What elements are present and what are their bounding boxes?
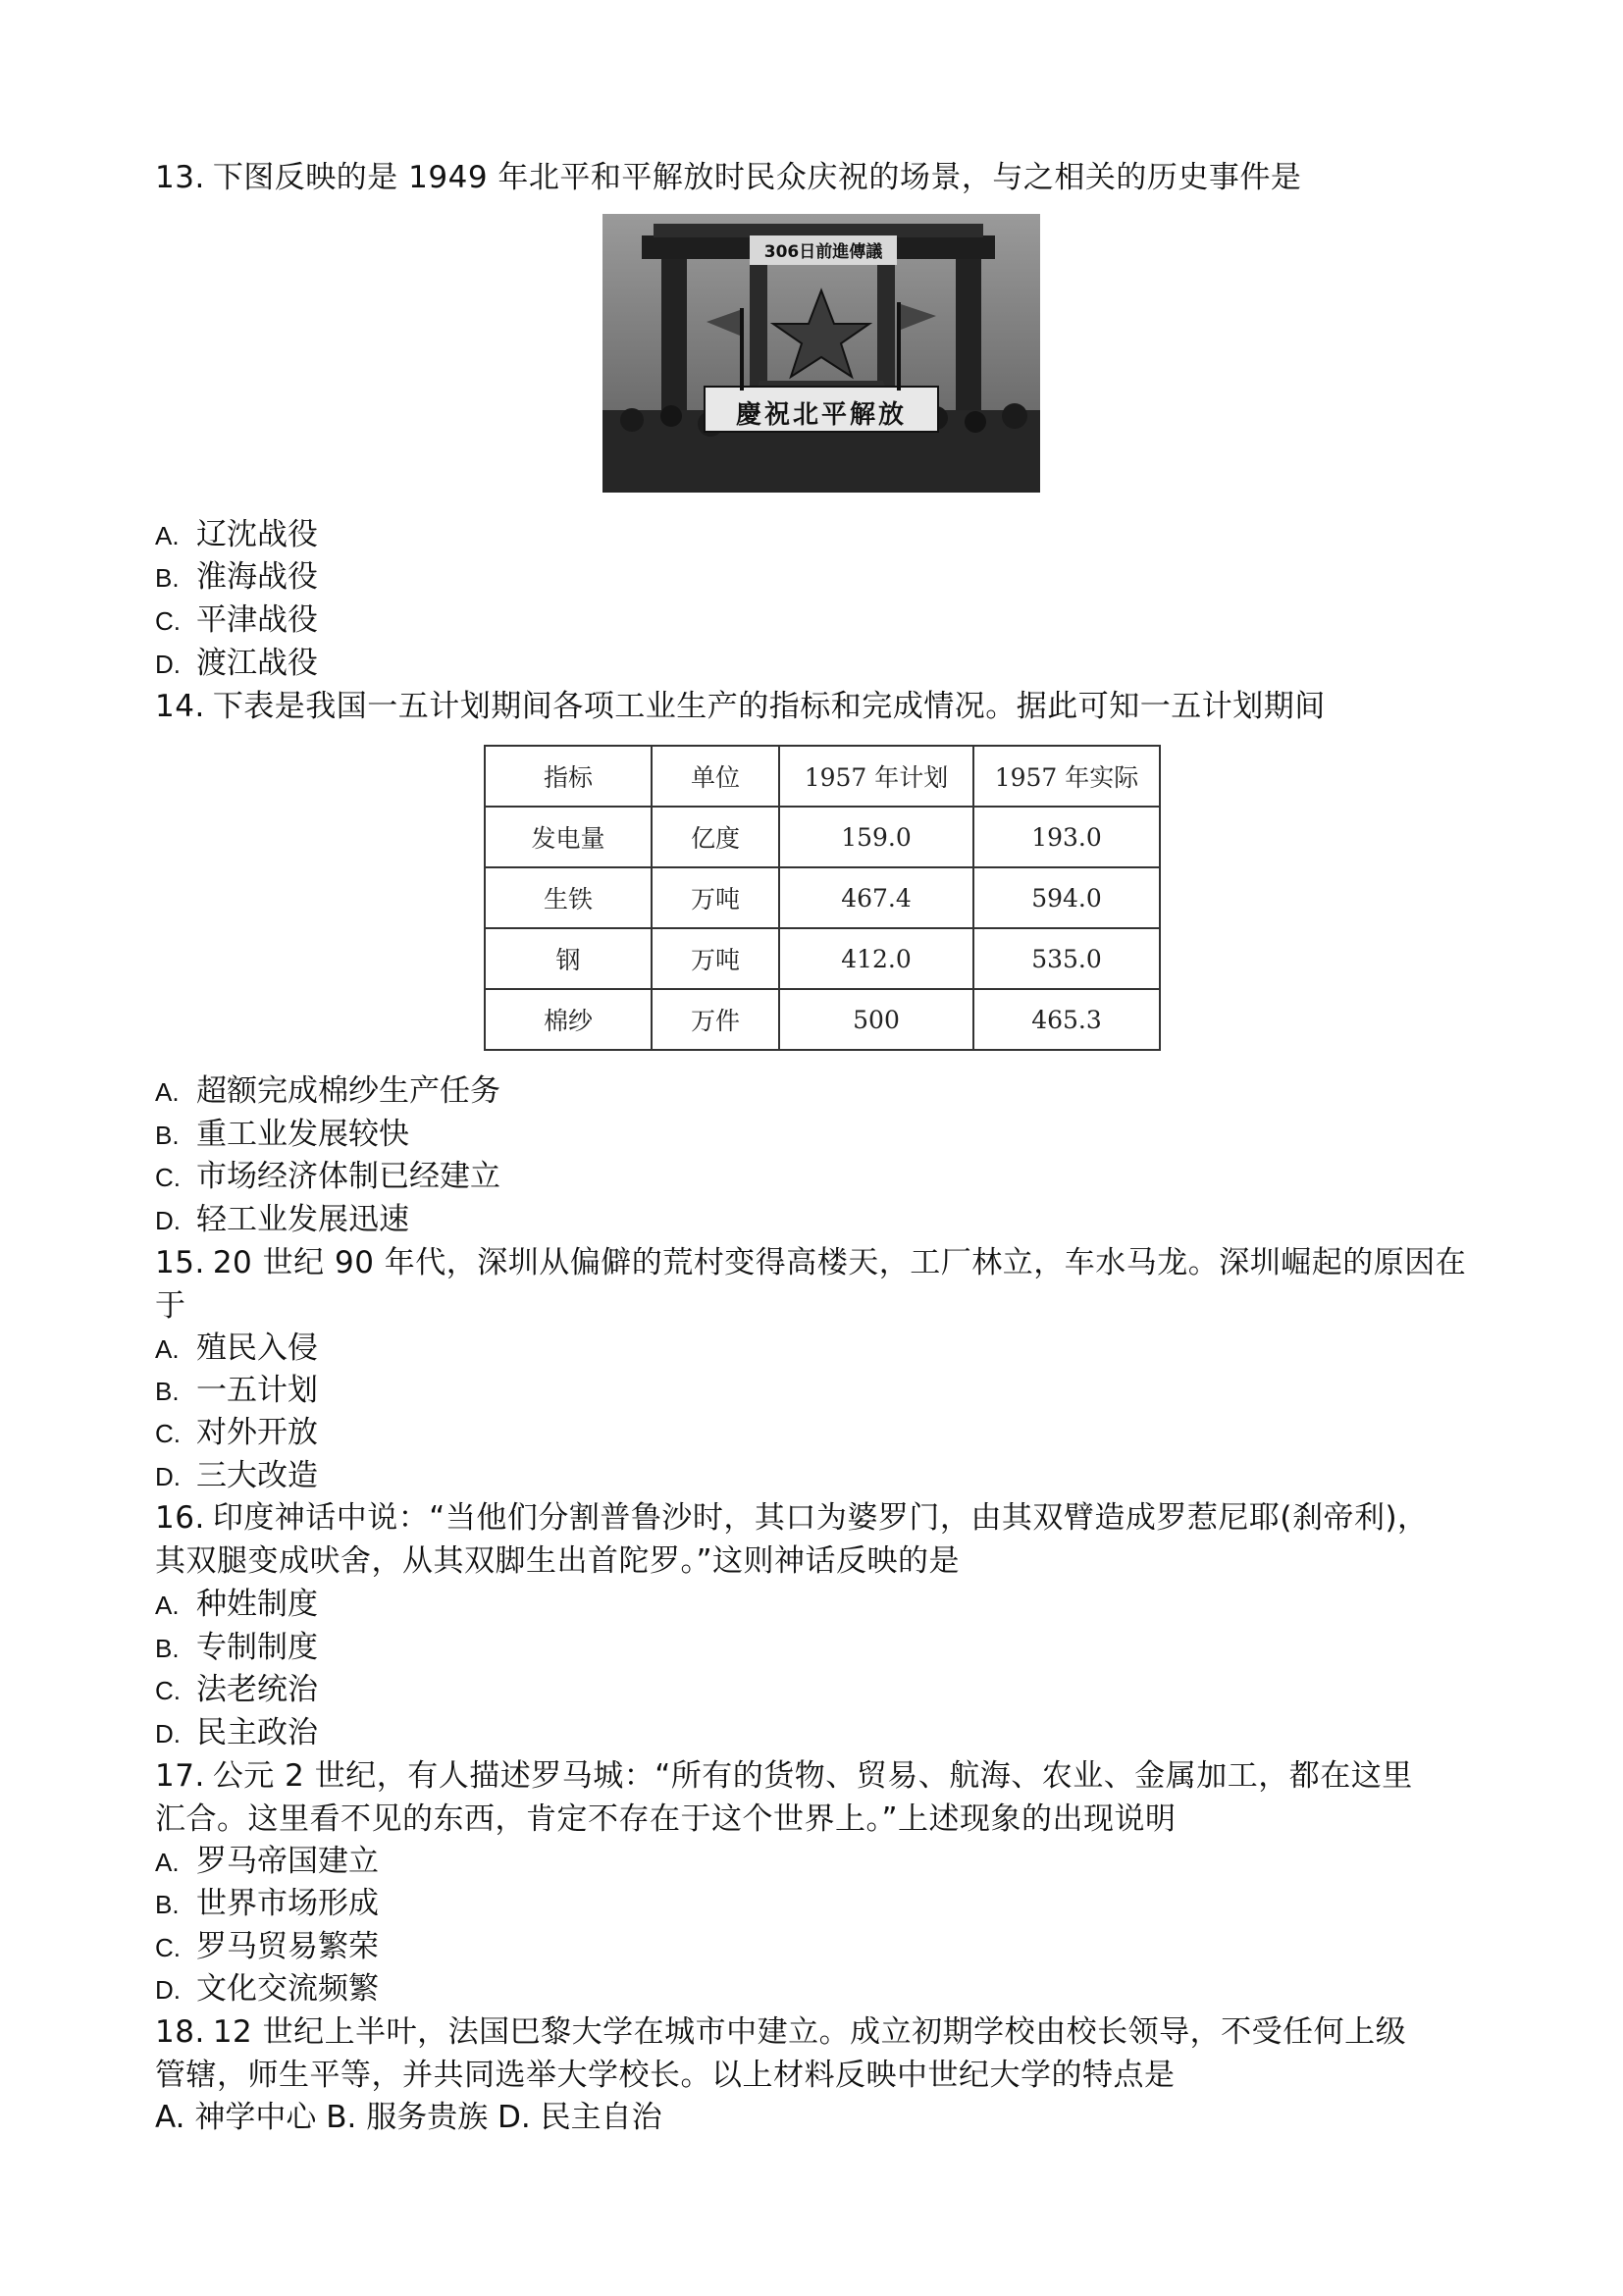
q16-option-c[interactable]: C. 法老统治: [155, 1672, 318, 1707]
table-cell: 535.0: [973, 928, 1160, 989]
table-cell: 棉纱: [485, 989, 652, 1050]
q16-option-d[interactable]: D. 民主政治: [155, 1715, 318, 1750]
q14-option-b[interactable]: B. 重工业发展较快: [155, 1117, 409, 1152]
question-number: 13.: [155, 160, 205, 195]
table-cell: 159.0: [779, 807, 973, 867]
table-cell: 594.0: [973, 867, 1160, 928]
question-text-cont: 管辖，师生平等，并共同选举大学校长。以上材料反映中世纪大学的特点是: [155, 2058, 1176, 2093]
table-row: [485, 807, 1160, 867]
table-cell: 发电量: [485, 807, 652, 867]
q13-option-b[interactable]: B. 淮海战役: [155, 559, 318, 595]
question-text: 12 世纪上半叶，法国巴黎大学在城市中建立。成立初期学校由校长领导，不受任何上级: [212, 2014, 1407, 2050]
table-cell: 467.4: [779, 867, 973, 928]
q15-option-c[interactable]: C. 对外开放: [155, 1415, 318, 1450]
table-cell: 193.0: [973, 807, 1160, 867]
question-text: 下图反映的是 1949 年北平和平解放时民众庆祝的场景，与之相关的历史事件是: [212, 160, 1302, 195]
q17-option-d[interactable]: D. 文化交流频繁: [155, 1971, 379, 2007]
q15-option-b[interactable]: B. 一五计划: [155, 1373, 318, 1408]
question-18-stem: [155, 2010, 1490, 2097]
q13-option-a[interactable]: A. 辽沈战役: [155, 517, 318, 552]
industrial-production-table: [484, 745, 1161, 1051]
table-cell: 465.3: [973, 989, 1160, 1050]
table-cell: 万吨: [652, 928, 779, 989]
question-number: 17.: [155, 1758, 205, 1794]
q17-option-b[interactable]: B. 世界市场形成: [155, 1886, 379, 1921]
celebration-photo: [602, 214, 1040, 493]
q13-option-d[interactable]: D. 渡江战役: [155, 646, 318, 681]
q16-option-b[interactable]: B. 专制制度: [155, 1630, 318, 1665]
table-header-cell: 指标: [485, 746, 652, 807]
photo-banner-main: 慶祝北平解放: [735, 400, 907, 430]
table-row: [485, 928, 1160, 989]
table-header-cell: 1957 年实际: [973, 746, 1160, 807]
question-text: 20 世纪 90 年代，深圳从偏僻的荒村变得高楼天，工厂林立，车水马龙。深圳崛起的原因在: [212, 1245, 1467, 1280]
question-text-cont: 于: [155, 1288, 186, 1324]
table-row: [485, 989, 1160, 1050]
q14-option-c[interactable]: C. 市场经济体制已经建立: [155, 1159, 500, 1194]
table-cell: 生铁: [485, 867, 652, 928]
q17-option-a[interactable]: A. 罗马帝国建立: [155, 1844, 379, 1879]
table-cell: 万吨: [652, 867, 779, 928]
question-text: 公元 2 世纪，有人描述罗马城：“所有的货物、贸易、航海、农业、金属加工，都在这里: [212, 1758, 1413, 1794]
question-13-stem: [155, 156, 1490, 199]
question-number: 18.: [155, 2014, 205, 2050]
q15-option-d[interactable]: D. 三大改造: [155, 1458, 318, 1493]
q16-option-a[interactable]: A. 种姓制度: [155, 1587, 318, 1622]
table-row: [485, 867, 1160, 928]
q14-option-a[interactable]: A. 超额完成棉纱生产任务: [155, 1073, 500, 1109]
table-cell: 500: [779, 989, 973, 1050]
question-text-cont: 其双腿变成吠舍，从其双脚生出首陀罗。”这则神话反映的是: [155, 1543, 961, 1579]
q15-option-a[interactable]: A. 殖民入侵: [155, 1331, 318, 1366]
q17-option-c[interactable]: C. 罗马贸易繁荣: [155, 1929, 379, 1964]
table-cell: 亿度: [652, 807, 779, 867]
question-15-stem: [155, 1241, 1490, 1328]
question-text: 下表是我国一五计划期间各项工业生产的指标和完成情况。据此可知一五计划期间: [212, 689, 1326, 724]
table-cell: 万件: [652, 989, 779, 1050]
question-number: 14.: [155, 689, 205, 724]
question-text: 印度神话中说：“当他们分割普鲁沙时，其口为婆罗门，由其双臂造成罗惹尼耶(刹帝利)，: [212, 1500, 1429, 1536]
table-header-row: [485, 746, 1160, 807]
q18-options-line[interactable]: A. 神学中心 B. 服务贵族 D. 民主自治: [155, 2100, 662, 2135]
question-16-stem: [155, 1496, 1490, 1583]
table-header-cell: 1957 年计划: [779, 746, 973, 807]
question-number: 16.: [155, 1500, 205, 1536]
table-cell: 钢: [485, 928, 652, 989]
q14-option-d[interactable]: D. 轻工业发展迅速: [155, 1202, 409, 1237]
question-14-stem: [155, 685, 1490, 728]
q13-option-c[interactable]: C. 平津战役: [155, 602, 318, 638]
photo-banner-top: 306日前進傳議: [763, 242, 883, 262]
table-header-cell: 单位: [652, 746, 779, 807]
question-17-stem: [155, 1754, 1490, 1841]
question-text-cont: 汇合。这里看不见的东西，肯定不存在于这个世界上。”上述现象的出现说明: [155, 1801, 1177, 1837]
table-cell: 412.0: [779, 928, 973, 989]
question-number: 15.: [155, 1245, 205, 1280]
